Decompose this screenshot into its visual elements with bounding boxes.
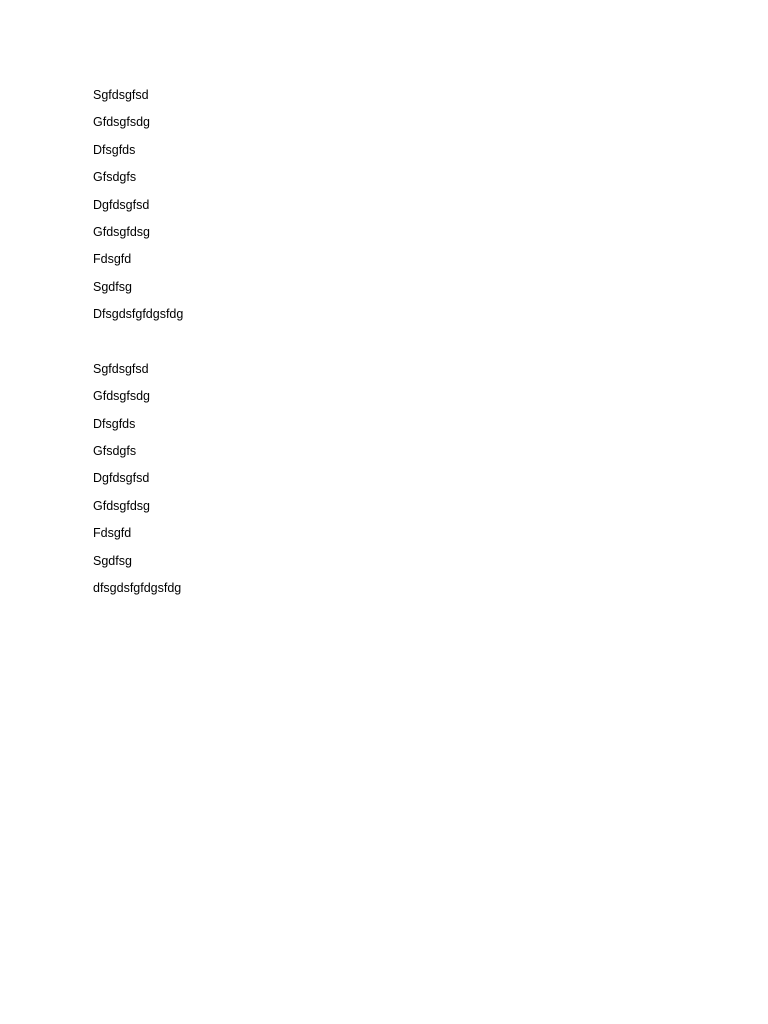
text-line: Gfsdgfs xyxy=(93,170,137,185)
text-line: Dgfdsgfsd xyxy=(93,471,150,486)
text-line: Sgdfsg xyxy=(93,553,132,568)
text-line: Gfdsgfsdg xyxy=(93,115,150,130)
text-block-1 xyxy=(93,86,693,333)
text-line: Gfdsgfdsg xyxy=(93,224,150,239)
text-line: Dfsgfds xyxy=(93,142,136,157)
text-line: Fdsgfd xyxy=(93,526,132,541)
text-line: Dfsgdsfgfdgsfdg xyxy=(93,307,184,322)
text-line: Sgfdsgfsd xyxy=(93,361,149,376)
document-body xyxy=(93,86,693,606)
text-line: Gfdsgfdsg xyxy=(93,498,150,513)
text-line: dfsgdsfgfdgsfdg xyxy=(93,581,182,596)
text-line: Sgdfsg xyxy=(93,279,132,294)
text-block-2 xyxy=(93,360,693,607)
text-line: Fdsgfd xyxy=(93,252,132,267)
text-line: Dfsgfds xyxy=(93,416,136,431)
text-line: Sgfdsgfsd xyxy=(93,88,149,102)
text-line: Dgfdsgfsd xyxy=(93,197,150,212)
text-line: Gfdsgfsdg xyxy=(93,389,150,404)
text-line: Gfsdgfs xyxy=(93,444,137,459)
